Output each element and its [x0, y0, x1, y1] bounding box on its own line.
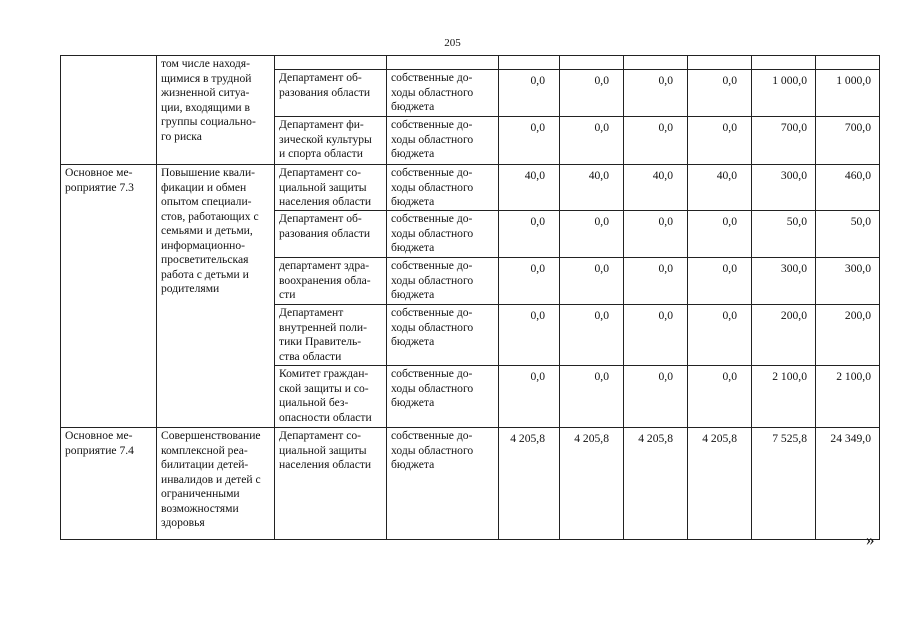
description-cell: Совершенствование комплексной реа- билитации детей- инвалидов и детей с ограниченными возможностями здоровья [157, 428, 275, 540]
amount-cell: 4 205,8 [688, 428, 752, 540]
amount-cell: 4 205,8 [499, 428, 560, 540]
funding-source-cell: собственные до- ходы областного бюджета [387, 428, 499, 540]
amount-cell: 0,0 [688, 211, 752, 258]
empty-cell [688, 56, 752, 70]
budget-table-body [61, 56, 880, 540]
description-cell: Повышение квали- фикации и обмен опытом специали- стов, работающих с семьями и детьми, информационно- просветительская работа с детьми и родителями [157, 165, 275, 428]
table-row [61, 56, 880, 70]
amount-cell: 300,0 [816, 258, 880, 305]
department-cell: департамент здра- воохранения обла- сти [275, 258, 387, 305]
amount-cell: 0,0 [624, 70, 688, 117]
amount-cell: 460,0 [816, 165, 880, 211]
amount-cell: 4 205,8 [624, 428, 688, 540]
amount-cell: 0,0 [499, 305, 560, 366]
amount-cell: 0,0 [499, 70, 560, 117]
empty-cell [499, 56, 560, 70]
funding-source-cell: собственные до- ходы областного бюджета [387, 165, 499, 211]
empty-cell [624, 56, 688, 70]
amount-cell: 0,0 [688, 305, 752, 366]
amount-cell: 0,0 [499, 117, 560, 165]
amount-cell: 24 349,0 [816, 428, 880, 540]
amount-cell: 40,0 [688, 165, 752, 211]
funding-source-cell: собственные до- ходы областного бюджета [387, 70, 499, 117]
amount-cell: 0,0 [688, 70, 752, 117]
amount-cell: 7 525,8 [752, 428, 816, 540]
department-cell: Департамент внутренней поли- тики Правитель- ства области [275, 305, 387, 366]
empty-cell [560, 56, 624, 70]
amount-cell: 300,0 [752, 258, 816, 305]
amount-cell: 0,0 [499, 258, 560, 305]
amount-cell: 0,0 [560, 211, 624, 258]
amount-cell: 0,0 [688, 366, 752, 428]
department-cell: Департамент со- циальной защиты населения области [275, 428, 387, 540]
funding-source-cell: собственные до- ходы областного бюджета [387, 258, 499, 305]
measure-cell [61, 56, 157, 165]
department-cell: Департамент фи- зической культуры и спорта области [275, 117, 387, 165]
amount-cell: 700,0 [816, 117, 880, 165]
funding-source-cell: собственные до- ходы областного бюджета [387, 211, 499, 258]
funding-source-cell: собственные до- ходы областного бюджета [387, 117, 499, 165]
table-row [61, 165, 880, 211]
department-cell: Департамент со- циальной защиты населения области [275, 165, 387, 211]
amount-cell: 0,0 [560, 70, 624, 117]
amount-cell: 0,0 [499, 211, 560, 258]
amount-cell: 0,0 [560, 305, 624, 366]
amount-cell: 700,0 [752, 117, 816, 165]
table-row [61, 428, 880, 540]
amount-cell: 0,0 [560, 366, 624, 428]
measure-cell: Основное ме- роприятие 7.3 [61, 165, 157, 428]
amount-cell: 0,0 [688, 258, 752, 305]
amount-cell: 0,0 [688, 117, 752, 165]
empty-cell [275, 56, 387, 70]
amount-cell: 50,0 [816, 211, 880, 258]
amount-cell: 200,0 [752, 305, 816, 366]
page-number: 205 [444, 37, 461, 49]
amount-cell: 0,0 [624, 258, 688, 305]
closing-quote-mark: » [866, 530, 875, 549]
funding-source-cell: собственные до- ходы областного бюджета [387, 305, 499, 366]
amount-cell: 1 000,0 [752, 70, 816, 117]
amount-cell: 40,0 [499, 165, 560, 211]
amount-cell: 0,0 [499, 366, 560, 428]
funding-source-cell: собственные до- ходы областного бюджета [387, 366, 499, 428]
amount-cell: 1 000,0 [816, 70, 880, 117]
empty-cell [387, 56, 499, 70]
amount-cell: 0,0 [560, 117, 624, 165]
amount-cell: 0,0 [624, 305, 688, 366]
amount-cell: 0,0 [624, 117, 688, 165]
measure-cell: Основное ме- роприятие 7.4 [61, 428, 157, 540]
amount-cell: 50,0 [752, 211, 816, 258]
budget-table [60, 55, 880, 540]
amount-cell: 40,0 [560, 165, 624, 211]
amount-cell: 300,0 [752, 165, 816, 211]
department-cell: Комитет граждан- ской защиты и со- циальной без- опасности области [275, 366, 387, 428]
amount-cell: 0,0 [560, 258, 624, 305]
department-cell: Департамент об- разования области [275, 211, 387, 258]
empty-cell [752, 56, 816, 70]
department-cell: Департамент об- разования области [275, 70, 387, 117]
amount-cell: 40,0 [624, 165, 688, 211]
amount-cell: 0,0 [624, 211, 688, 258]
amount-cell: 0,0 [624, 366, 688, 428]
amount-cell: 2 100,0 [816, 366, 880, 428]
amount-cell: 4 205,8 [560, 428, 624, 540]
description-cell: том числе находя- щимися в трудной жизненной ситуа- ции, входящими в группы социально- го риска [157, 56, 275, 165]
amount-cell: 200,0 [816, 305, 880, 366]
empty-cell [816, 56, 880, 70]
amount-cell: 2 100,0 [752, 366, 816, 428]
